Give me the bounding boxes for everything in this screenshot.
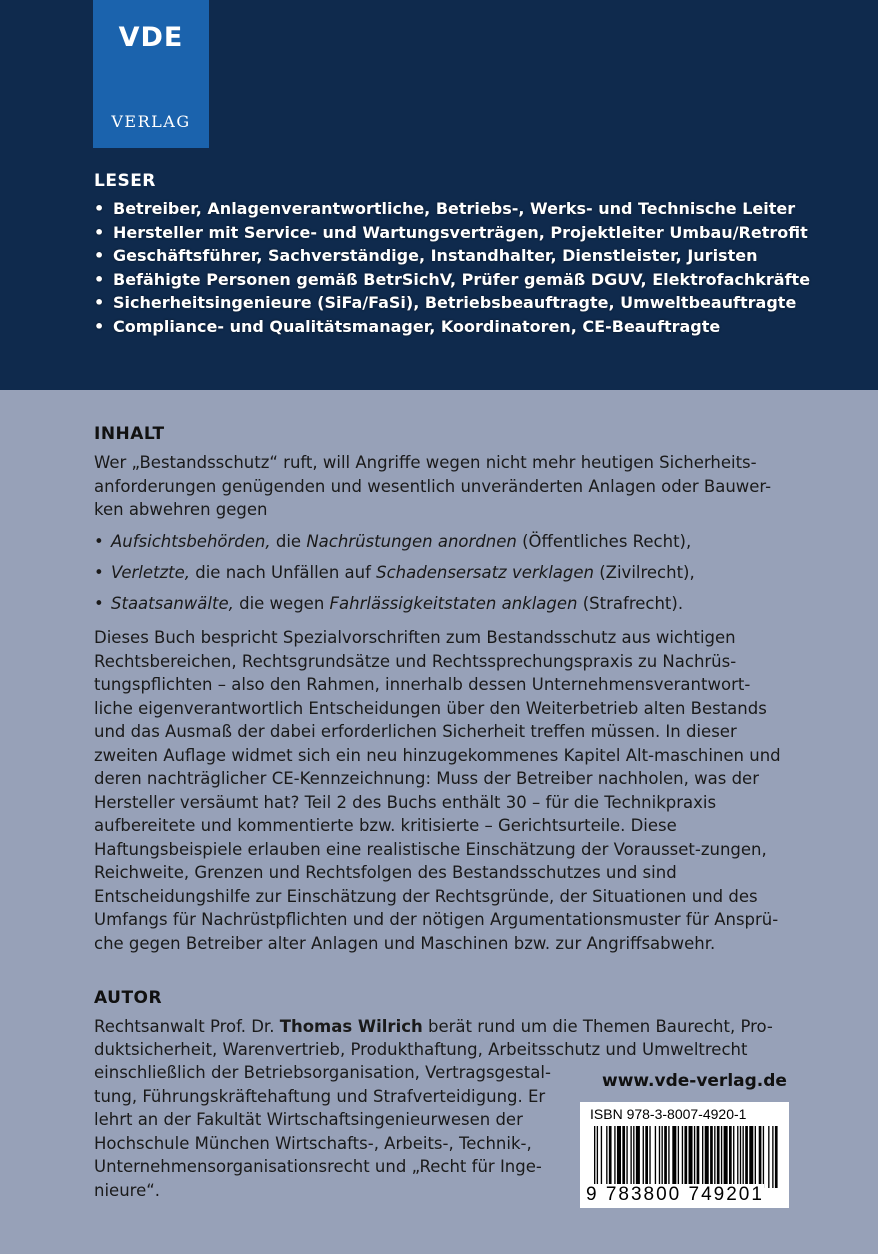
barcode [580,1102,789,1208]
inhalt-bullet: • Aufsichtsbehörden, die Nachrüstungen anordnen (Öffentliches Recht), [94,532,692,551]
bullet-text: die wegen [233,594,330,613]
autor-rest: einschließlich der Betriebsorganisation, Vertragsgestal-tung, Führungskräftehaftung und Strafverteidigung. Er lehrt an der Fakultät Wirtschaftsingenieurwesen der Hochschule München Wirtschafts-, Arbeits-, Technik-, Unternehmensorganisationsrecht und „Recht für Inge-nieure“. [94,1063,551,1200]
bullet-law: (Strafrecht). [577,594,684,613]
bullet-text: die nach Unfällen auf [190,563,377,582]
inhalt-body: Dieses Buch bespricht Spezialvorschriften zum Bestandsschutz aus wichtigen Rechtsbereichen, Rechtsgrundsätze und Rechtssprechungspraxis zu Nachrüs-tungspflichten – also den Rahmen, innerhalb dessen Unternehmensverantwort-liche eigenverantwortlich Entscheidungen über den Weiterbetrieb alten Bestands und das Ausmaß der dabei erforderlichen Sicherheit treffen müssen. In dieser zweiten Auflage widmet sich ein neu hinzugekommenes Kapitel Alt-maschinen und deren nachträglicher CE-Kennzeichnung: Muss der Betreiber nachholen, was der Hersteller versäumt hat? Teil 2 des Buchs enthält 30 – für die Technikpraxis aufbereitete und kommentierte bzw. kritisierte – Gerichtsurteile. Diese Haftungsbeispiele erlauben eine realistische Einschätzung der Vorausset-zungen, Reichweite, Grenzen und Rechtsfolgen des Bestandsschutzes und sind Entscheidungshilfe zur Einschätzung der Rechtsgründe, der Situationen und des Umfangs für Nachrüstpflichten und der nötigen Argumentationsmuster für Ansprü-che gegen Betreiber alter Anlagen und Maschinen bzw. zur Angriffsabwehr. [94,628,781,953]
bullet-action: Schadensersatz verklagen [376,563,594,582]
bullet-action: Fahrlässigkeitstaten anklagen [329,594,578,613]
list-item: • Befähigte Personen gemäß BetrSichV, Prüfer gemäß DGUV, Elektrofachkräfte [94,268,810,292]
inhalt-bullet: • Verletzte, die nach Unfällen auf Schadensersatz verklagen (Zivilrecht), [94,563,695,582]
autor-heading: AUTOR [94,988,163,1008]
list-item: • Geschäftsführer, Sachverständige, Instandhalter, Dienstleister, Juristen [94,244,810,268]
bullet-action: Nachrüstungen anordnen [306,532,517,551]
inhalt-intro: Wer „Bestandsschutz“ ruft, will Angriffe wegen nicht mehr heutigen Sicherheits-anforderungen genügenden und wesentlich unveränderten Anlagen oder Bauwer-ken abwehren gegen [94,453,772,519]
bullet-subject: Staatsanwälte, [111,594,234,613]
isbn-label: ISBN 978-3-8007-4920-1 [590,1106,747,1122]
logo-main-text: VDE [118,22,184,53]
autor-suffix: berät rund um die Themen Baurecht, Pro- [422,1017,773,1036]
autor-name: Thomas Wilrich [279,1017,423,1036]
bullet-subject: Verletzte, [111,563,190,582]
list-item: • Compliance- und Qualitätsmanager, Koordinatoren, CE-Beauftragte [94,315,810,339]
leser-heading: LESER [94,171,156,191]
autor-prefix: Rechtsanwalt Prof. Dr. [94,1017,280,1036]
list-item: • Sicherheitsingenieure (SiFa/FaSi), Betriebsbeauftragte, Umweltbeauftragte [94,291,810,315]
inhalt-heading: INHALT [94,424,165,444]
list-item: • Betreiber, Anlagenverantwortliche, Betriebs-, Werks- und Technische Leiter [94,197,810,221]
leser-list [94,197,810,338]
barcode-digits: 9 783800 749201 [586,1184,764,1205]
bullet-law: (Zivilrecht), [593,563,695,582]
bullet-subject: Aufsichtsbehörden, [111,532,271,551]
inhalt-bullet: • Staatsanwälte, die wegen Fahrlässigkeitstaten anklagen (Strafrecht). [94,594,684,613]
bullet-law: (Öffentliches Recht), [516,532,692,551]
logo-sub-text: VERLAG [111,112,191,131]
bullet-text: die [270,532,307,551]
autor-line-2: duktsicherheit, Warenvertrieb, Produkthaftung, Arbeitsschutz und Umweltrecht [94,1040,748,1059]
vde-logo [93,0,209,148]
list-item: • Hersteller mit Service- und Wartungsverträgen, Projektleiter Umbau/Retrofit [94,221,810,245]
autor-line [94,1015,773,1039]
website-url: www.vde-verlag.de [602,1071,787,1091]
